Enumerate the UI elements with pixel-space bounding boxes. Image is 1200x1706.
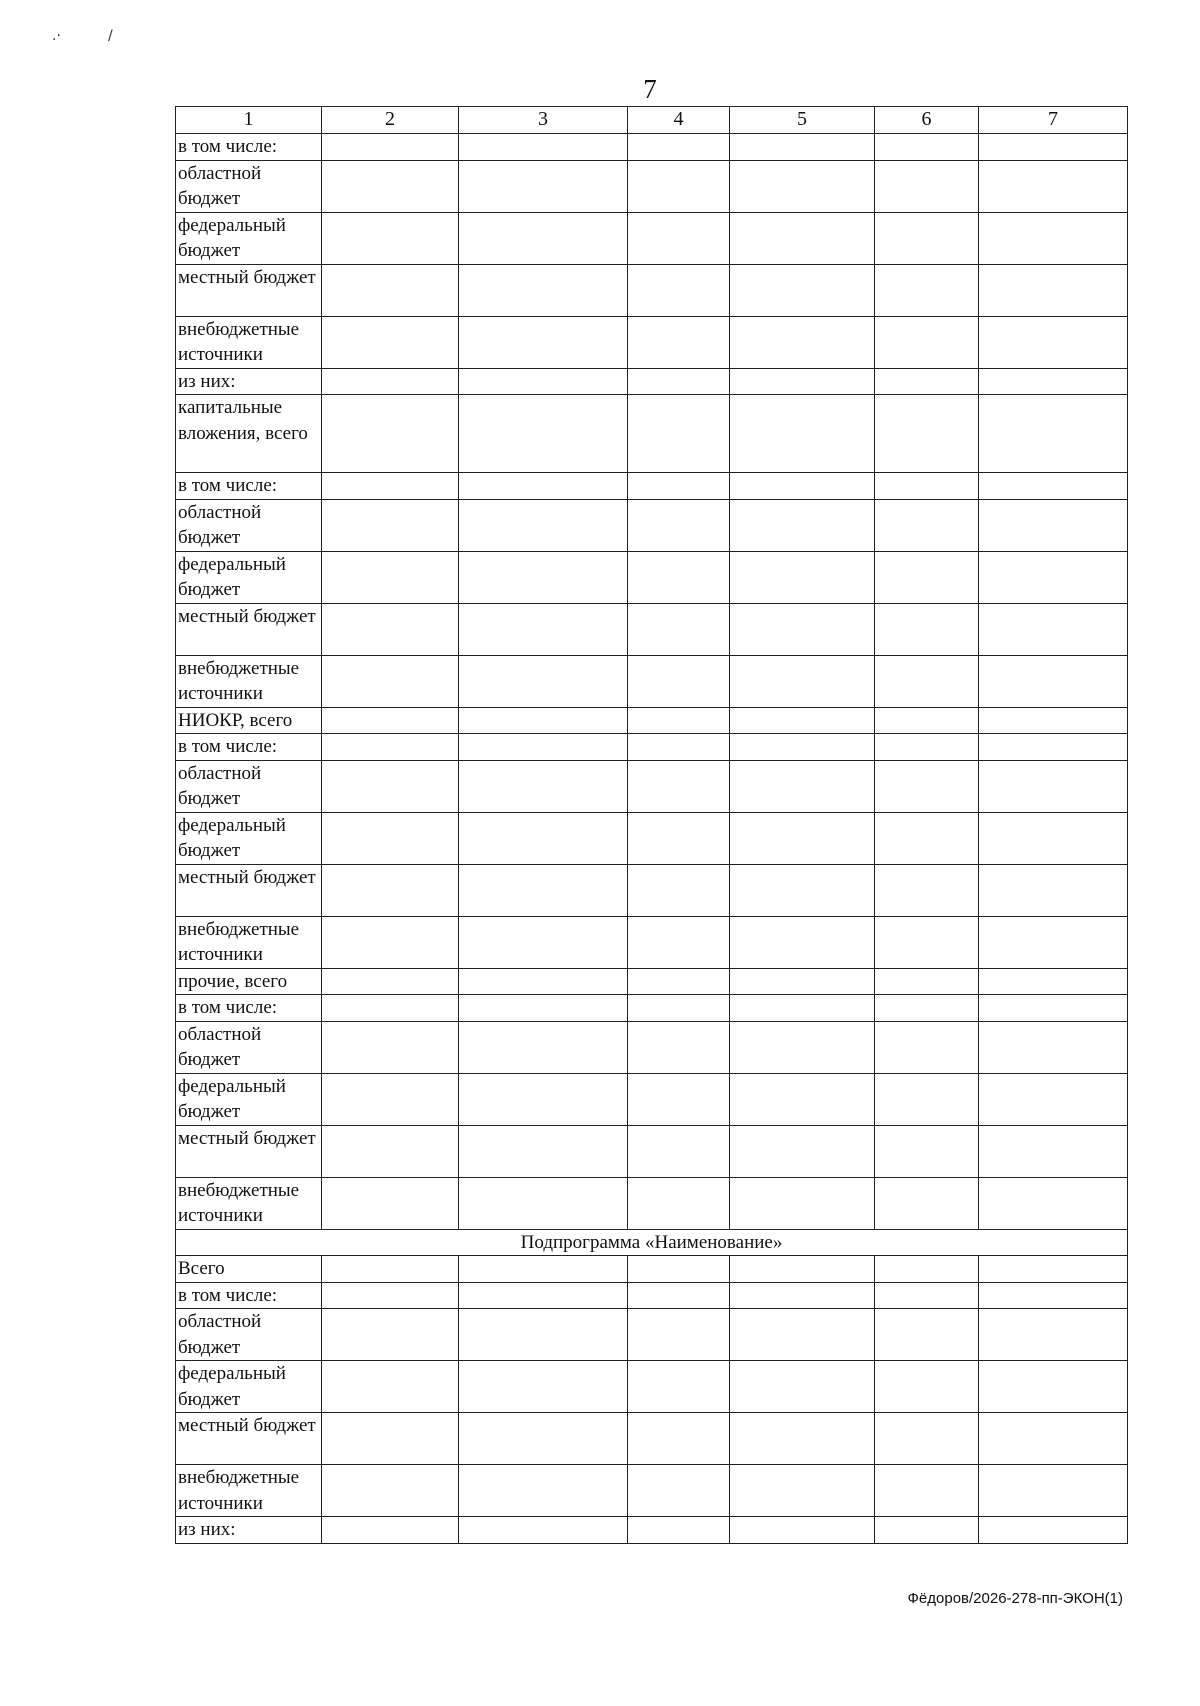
empty-cell	[875, 160, 979, 212]
empty-cell	[628, 1073, 730, 1125]
empty-cell	[628, 1125, 730, 1177]
empty-cell	[322, 499, 459, 551]
empty-cell	[322, 1465, 459, 1517]
empty-cell	[628, 1309, 730, 1361]
empty-cell	[730, 395, 875, 473]
empty-cell	[730, 1517, 875, 1544]
empty-cell	[628, 1282, 730, 1309]
subprogram-title: Подпрограмма «Наименование»	[176, 1229, 1128, 1256]
empty-cell	[875, 1073, 979, 1125]
empty-cell	[322, 160, 459, 212]
empty-cell	[459, 734, 628, 761]
empty-cell	[459, 1073, 628, 1125]
empty-cell	[322, 655, 459, 707]
empty-cell	[730, 1309, 875, 1361]
row-label: внебюджетные источники	[176, 1177, 322, 1229]
empty-cell	[322, 264, 459, 316]
row-label: федеральный бюджет	[176, 551, 322, 603]
empty-cell	[730, 707, 875, 734]
empty-cell	[459, 1177, 628, 1229]
table-row	[176, 603, 1128, 655]
empty-cell	[628, 1177, 730, 1229]
table-row	[176, 1021, 1128, 1073]
table-row	[176, 707, 1128, 734]
column-header-2: 2	[322, 107, 459, 134]
empty-cell	[875, 707, 979, 734]
empty-cell	[979, 316, 1128, 368]
empty-cell	[875, 368, 979, 395]
empty-cell	[730, 1256, 875, 1283]
empty-cell	[730, 968, 875, 995]
table-row	[176, 812, 1128, 864]
empty-cell	[459, 368, 628, 395]
row-label: в том числе:	[176, 473, 322, 500]
empty-cell	[459, 760, 628, 812]
empty-cell	[459, 916, 628, 968]
empty-cell	[628, 395, 730, 473]
empty-cell	[875, 134, 979, 161]
table-row	[176, 1361, 1128, 1413]
empty-cell	[322, 864, 459, 916]
table-row	[176, 916, 1128, 968]
empty-cell	[979, 1282, 1128, 1309]
empty-cell	[875, 655, 979, 707]
empty-cell	[628, 1256, 730, 1283]
empty-cell	[979, 499, 1128, 551]
table-row	[176, 1309, 1128, 1361]
empty-cell	[459, 1125, 628, 1177]
table-row	[176, 655, 1128, 707]
empty-cell	[979, 995, 1128, 1022]
table-row	[176, 212, 1128, 264]
empty-cell	[875, 1256, 979, 1283]
empty-cell	[730, 995, 875, 1022]
empty-cell	[875, 1177, 979, 1229]
empty-cell	[322, 995, 459, 1022]
empty-cell	[979, 864, 1128, 916]
empty-cell	[459, 212, 628, 264]
empty-cell	[628, 368, 730, 395]
empty-cell	[459, 1256, 628, 1283]
empty-cell	[875, 1309, 979, 1361]
table-row	[176, 1282, 1128, 1309]
row-label: НИОКР, всего	[176, 707, 322, 734]
table-row	[176, 316, 1128, 368]
empty-cell	[628, 1413, 730, 1465]
column-header-5: 5	[730, 107, 875, 134]
empty-cell	[979, 160, 1128, 212]
empty-cell	[979, 368, 1128, 395]
empty-cell	[459, 499, 628, 551]
empty-cell	[459, 707, 628, 734]
empty-cell	[459, 995, 628, 1022]
empty-cell	[730, 499, 875, 551]
header-row	[176, 107, 1128, 134]
empty-cell	[730, 134, 875, 161]
row-label: в том числе:	[176, 134, 322, 161]
table-row	[176, 551, 1128, 603]
row-label: областной бюджет	[176, 1021, 322, 1073]
row-label: в том числе:	[176, 995, 322, 1022]
table-row	[176, 968, 1128, 995]
empty-cell	[730, 916, 875, 968]
empty-cell	[322, 1309, 459, 1361]
empty-cell	[322, 134, 459, 161]
empty-cell	[459, 1413, 628, 1465]
empty-cell	[979, 473, 1128, 500]
row-label: областной бюджет	[176, 499, 322, 551]
empty-cell	[322, 368, 459, 395]
empty-cell	[322, 1125, 459, 1177]
empty-cell	[875, 473, 979, 500]
empty-cell	[322, 1413, 459, 1465]
empty-cell	[322, 707, 459, 734]
empty-cell	[459, 1361, 628, 1413]
empty-cell	[322, 812, 459, 864]
empty-cell	[979, 212, 1128, 264]
empty-cell	[628, 1021, 730, 1073]
row-label: областной бюджет	[176, 760, 322, 812]
empty-cell	[628, 160, 730, 212]
section-row	[176, 1229, 1128, 1256]
page-number: 7	[643, 74, 657, 104]
table-row	[176, 734, 1128, 761]
empty-cell	[979, 1465, 1128, 1517]
empty-cell	[875, 499, 979, 551]
empty-cell	[979, 812, 1128, 864]
row-label: внебюджетные источники	[176, 916, 322, 968]
empty-cell	[628, 655, 730, 707]
empty-cell	[730, 734, 875, 761]
empty-cell	[628, 473, 730, 500]
empty-cell	[875, 734, 979, 761]
empty-cell	[459, 655, 628, 707]
empty-cell	[628, 499, 730, 551]
row-label: Всего	[176, 1256, 322, 1283]
empty-cell	[730, 655, 875, 707]
row-label: в том числе:	[176, 734, 322, 761]
empty-cell	[628, 551, 730, 603]
empty-cell	[730, 1465, 875, 1517]
empty-cell	[628, 264, 730, 316]
empty-cell	[322, 968, 459, 995]
empty-cell	[459, 264, 628, 316]
empty-cell	[459, 1309, 628, 1361]
empty-cell	[628, 707, 730, 734]
empty-cell	[979, 1309, 1128, 1361]
empty-cell	[979, 1021, 1128, 1073]
table-row	[176, 1177, 1128, 1229]
empty-cell	[875, 1361, 979, 1413]
empty-cell	[875, 760, 979, 812]
empty-cell	[322, 212, 459, 264]
empty-cell	[979, 1256, 1128, 1283]
table-row	[176, 264, 1128, 316]
row-label: федеральный бюджет	[176, 1073, 322, 1125]
empty-cell	[459, 603, 628, 655]
empty-cell	[459, 1282, 628, 1309]
empty-cell	[322, 395, 459, 473]
empty-cell	[322, 760, 459, 812]
empty-cell	[730, 551, 875, 603]
empty-cell	[730, 1177, 875, 1229]
empty-cell	[628, 734, 730, 761]
empty-cell	[730, 1073, 875, 1125]
empty-cell	[730, 864, 875, 916]
empty-cell	[730, 603, 875, 655]
empty-cell	[730, 1413, 875, 1465]
empty-cell	[875, 395, 979, 473]
empty-cell	[322, 1282, 459, 1309]
empty-cell	[322, 734, 459, 761]
empty-cell	[979, 1073, 1128, 1125]
empty-cell	[459, 1021, 628, 1073]
row-label: в том числе:	[176, 1282, 322, 1309]
empty-cell	[979, 551, 1128, 603]
row-label: областной бюджет	[176, 1309, 322, 1361]
empty-cell	[628, 864, 730, 916]
column-header-7: 7	[979, 107, 1128, 134]
empty-cell	[979, 264, 1128, 316]
empty-cell	[979, 760, 1128, 812]
row-label: федеральный бюджет	[176, 812, 322, 864]
document-code: Фёдоров/2026-278-пп-ЭКОН(1)	[907, 1590, 1123, 1607]
empty-cell	[979, 734, 1128, 761]
row-label: местный бюджет	[176, 1125, 322, 1177]
empty-cell	[322, 1073, 459, 1125]
empty-cell	[979, 1517, 1128, 1544]
empty-cell	[875, 968, 979, 995]
empty-cell	[730, 368, 875, 395]
empty-cell	[628, 916, 730, 968]
empty-cell	[459, 551, 628, 603]
empty-cell	[730, 160, 875, 212]
column-header-4: 4	[628, 107, 730, 134]
empty-cell	[875, 551, 979, 603]
table-row	[176, 473, 1128, 500]
empty-cell	[875, 1021, 979, 1073]
row-label: местный бюджет	[176, 603, 322, 655]
empty-cell	[979, 1413, 1128, 1465]
empty-cell	[730, 473, 875, 500]
table-row	[176, 368, 1128, 395]
empty-cell	[628, 603, 730, 655]
empty-cell	[875, 1465, 979, 1517]
empty-cell	[628, 1361, 730, 1413]
empty-cell	[628, 1517, 730, 1544]
empty-cell	[979, 968, 1128, 995]
row-label: федеральный бюджет	[176, 212, 322, 264]
empty-cell	[730, 264, 875, 316]
row-label: местный бюджет	[176, 1413, 322, 1465]
empty-cell	[459, 160, 628, 212]
empty-cell	[459, 316, 628, 368]
table-row	[176, 995, 1128, 1022]
row-label: из них:	[176, 368, 322, 395]
empty-cell	[459, 134, 628, 161]
row-label: внебюджетные источники	[176, 316, 322, 368]
empty-cell	[979, 603, 1128, 655]
empty-cell	[730, 212, 875, 264]
table-row	[176, 760, 1128, 812]
row-label: внебюджетные источники	[176, 655, 322, 707]
column-header-3: 3	[459, 107, 628, 134]
scan-speck: .·	[52, 28, 61, 44]
empty-cell	[730, 1021, 875, 1073]
table-row	[176, 395, 1128, 473]
empty-cell	[875, 1282, 979, 1309]
empty-cell	[628, 812, 730, 864]
empty-cell	[459, 968, 628, 995]
row-label: внебюджетные источники	[176, 1465, 322, 1517]
empty-cell	[875, 864, 979, 916]
empty-cell	[979, 916, 1128, 968]
empty-cell	[875, 812, 979, 864]
table-row	[176, 1413, 1128, 1465]
empty-cell	[322, 1177, 459, 1229]
empty-cell	[322, 1517, 459, 1544]
empty-cell	[459, 812, 628, 864]
row-label: областной бюджет	[176, 160, 322, 212]
table-row	[176, 1465, 1128, 1517]
table-row	[176, 1073, 1128, 1125]
empty-cell	[875, 995, 979, 1022]
empty-cell	[628, 212, 730, 264]
empty-cell	[628, 316, 730, 368]
column-header-1: 1	[176, 107, 322, 134]
empty-cell	[979, 1177, 1128, 1229]
row-label: федеральный бюджет	[176, 1361, 322, 1413]
empty-cell	[322, 473, 459, 500]
empty-cell	[322, 1256, 459, 1283]
empty-cell	[628, 134, 730, 161]
empty-cell	[875, 264, 979, 316]
table-body	[176, 134, 1128, 1544]
empty-cell	[875, 1413, 979, 1465]
table-row	[176, 1125, 1128, 1177]
empty-cell	[875, 916, 979, 968]
table-row	[176, 864, 1128, 916]
empty-cell	[322, 1021, 459, 1073]
row-label: местный бюджет	[176, 264, 322, 316]
row-label: из них:	[176, 1517, 322, 1544]
row-label: прочие, всего	[176, 968, 322, 995]
table-row	[176, 1256, 1128, 1283]
empty-cell	[979, 395, 1128, 473]
table-row	[176, 160, 1128, 212]
empty-cell	[875, 603, 979, 655]
empty-cell	[322, 603, 459, 655]
empty-cell	[875, 1517, 979, 1544]
empty-cell	[979, 707, 1128, 734]
empty-cell	[628, 968, 730, 995]
empty-cell	[979, 134, 1128, 161]
row-label: местный бюджет	[176, 864, 322, 916]
table-row	[176, 1517, 1128, 1544]
budget-table	[175, 106, 1128, 1544]
empty-cell	[628, 1465, 730, 1517]
empty-cell	[322, 1361, 459, 1413]
empty-cell	[875, 212, 979, 264]
empty-cell	[322, 916, 459, 968]
empty-cell	[979, 1361, 1128, 1413]
empty-cell	[875, 316, 979, 368]
row-label: капитальные вложения, всего	[176, 395, 322, 473]
empty-cell	[875, 1125, 979, 1177]
empty-cell	[459, 473, 628, 500]
empty-cell	[459, 395, 628, 473]
empty-cell	[730, 760, 875, 812]
empty-cell	[730, 1125, 875, 1177]
empty-cell	[979, 655, 1128, 707]
empty-cell	[628, 995, 730, 1022]
empty-cell	[730, 316, 875, 368]
empty-cell	[322, 551, 459, 603]
empty-cell	[730, 1361, 875, 1413]
table-row	[176, 499, 1128, 551]
empty-cell	[979, 1125, 1128, 1177]
empty-cell	[628, 760, 730, 812]
scan-speck: /	[108, 28, 113, 44]
empty-cell	[730, 812, 875, 864]
empty-cell	[322, 316, 459, 368]
empty-cell	[459, 1517, 628, 1544]
column-header-6: 6	[875, 107, 979, 134]
empty-cell	[459, 864, 628, 916]
table-row	[176, 134, 1128, 161]
empty-cell	[459, 1465, 628, 1517]
empty-cell	[730, 1282, 875, 1309]
